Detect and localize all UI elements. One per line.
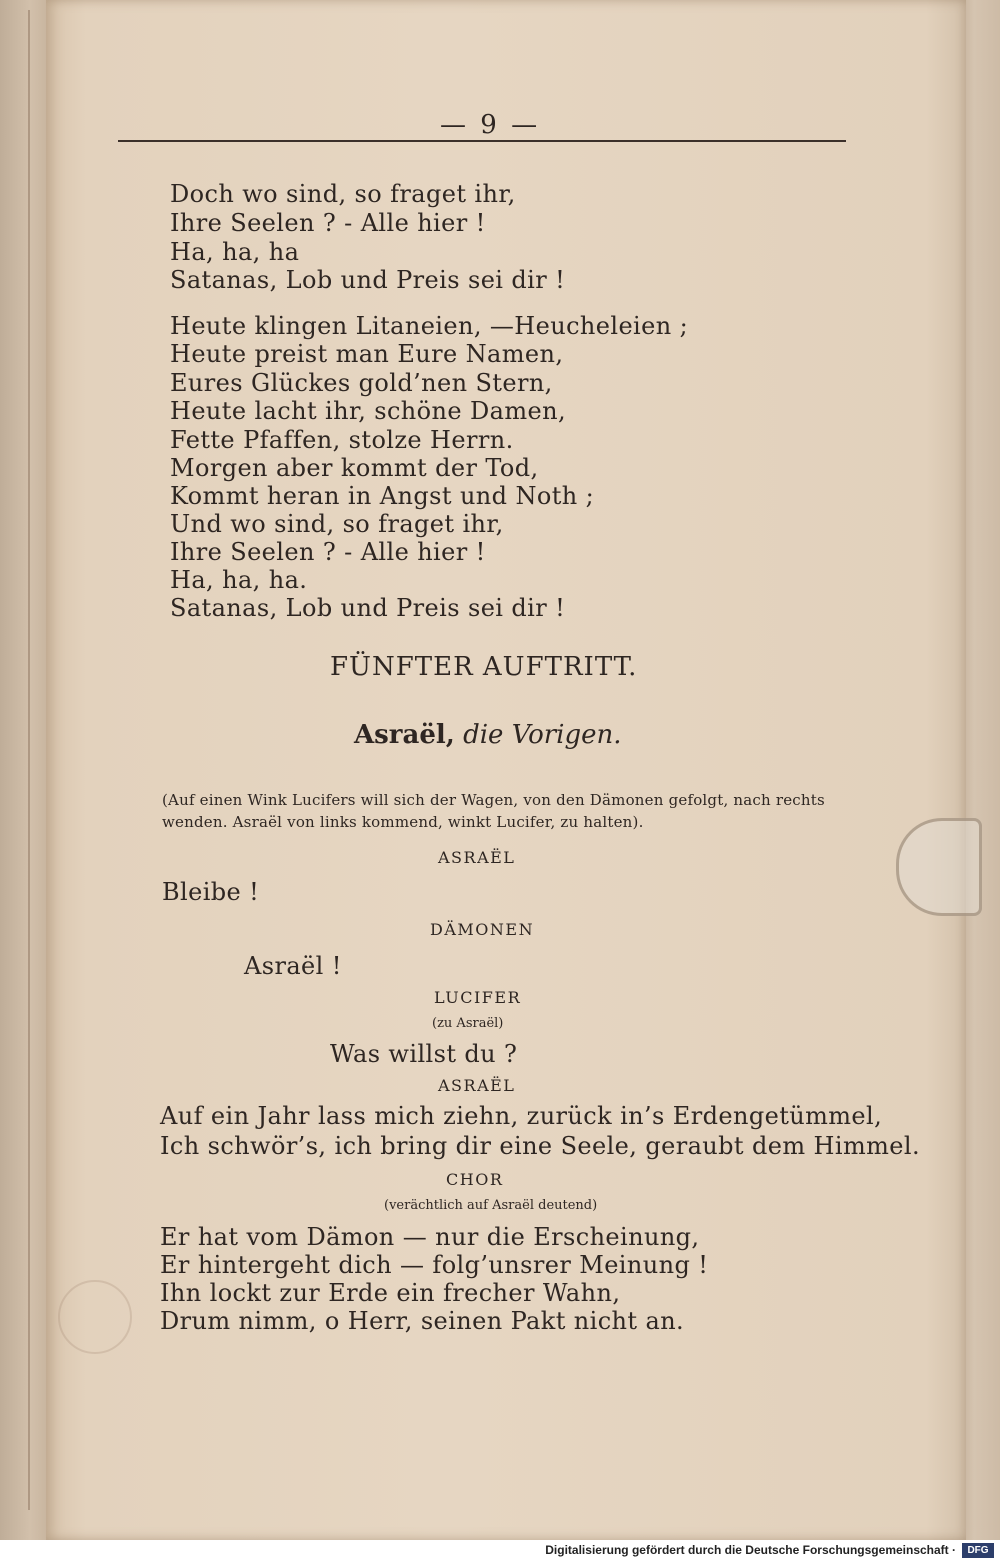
verse-line: Und wo sind, so fraget ihr, [170,510,504,538]
library-stamp-mark [58,1280,132,1354]
verse-line: Satanas, Lob und Preis sei dir ! [170,266,566,294]
scene-character-desc: die Vorigen. [463,720,622,750]
page-number: — 9 — [440,110,541,140]
verse-line: Kommt heran in Angst und Noth ; [170,482,595,510]
paper-clip [896,818,982,916]
speaker-name: ASRAËL [438,1076,516,1095]
gutter-fold-line [28,10,30,1510]
footer-bar [0,1540,1000,1561]
verse-line: Satanas, Lob und Preis sei dir ! [170,594,566,622]
speaker-name: DÄMONEN [430,920,535,939]
dialogue-line: Er hintergeht dich — folg’unsrer Meinung ! [160,1251,709,1279]
scene-title: FÜNFTER AUFTRITT. [330,652,638,682]
verse-line: Morgen aber kommt der Tod, [170,454,539,482]
dialogue-line: Bleibe ! [162,878,260,906]
verse-line: Ihre Seelen ? - Alle hier ! [170,209,486,237]
book-gutter [0,0,46,1540]
verse-line: Heute lacht ihr, schöne Damen, [170,397,566,425]
verse-line: Heute preist man Eure Namen, [170,340,564,368]
stage-direction-line: wenden. Asraël von links kommend, winkt Lucifer, zu halten). [162,813,644,831]
speaker-direction: (zu Asraël) [432,1016,504,1031]
speaker-name: LUCIFER [434,988,522,1007]
page-edge-right [960,0,1000,1540]
verse-line: Doch wo sind, so fraget ihr, [170,180,516,208]
dialogue-line: Asraël ! [244,952,342,980]
scene-character-name: Asraël, [354,720,455,750]
footer-credit: Digitalisierung gefördert durch die Deutsche Forschungsgemeinschaft · [545,1543,956,1557]
dialogue-line: Was willst du ? [330,1040,518,1068]
dialogue-line: Auf ein Jahr lass mich ziehn, zurück in’s Erdengetümmel, [160,1102,883,1130]
verse-line: Fette Pfaffen, stolze Herrn. [170,426,514,454]
dialogue-line: Ihn lockt zur Erde ein frecher Wahn, [160,1279,621,1307]
verse-line: Heute klingen Litaneien, —Heucheleien ; [170,312,689,340]
speaker-name: ASRAËL [438,848,516,867]
speaker-name: CHOR [446,1170,504,1189]
speaker-direction: (verächtlich auf Asraël deutend) [384,1198,598,1213]
dialogue-line: Er hat vom Dämon — nur die Erscheinung, [160,1223,700,1251]
verse-line: Ha, ha, ha [170,238,300,266]
dfg-logo: DFG [962,1543,994,1558]
verse-line: Eures Glückes gold’nen Stern, [170,369,553,397]
header-rule [118,140,846,142]
scene-characters [354,720,622,750]
verse-line: Ha, ha, ha. [170,566,308,594]
verse-line: Ihre Seelen ? - Alle hier ! [170,538,486,566]
dialogue-line: Ich schwör’s, ich bring dir eine Seele, geraubt dem Himmel. [160,1132,920,1160]
stage-direction-line: (Auf einen Wink Lucifers will sich der Wagen, von den Dämonen gefolgt, nach rechts [162,791,825,809]
dialogue-line: Drum nimm, o Herr, seinen Pakt nicht an. [160,1307,685,1335]
